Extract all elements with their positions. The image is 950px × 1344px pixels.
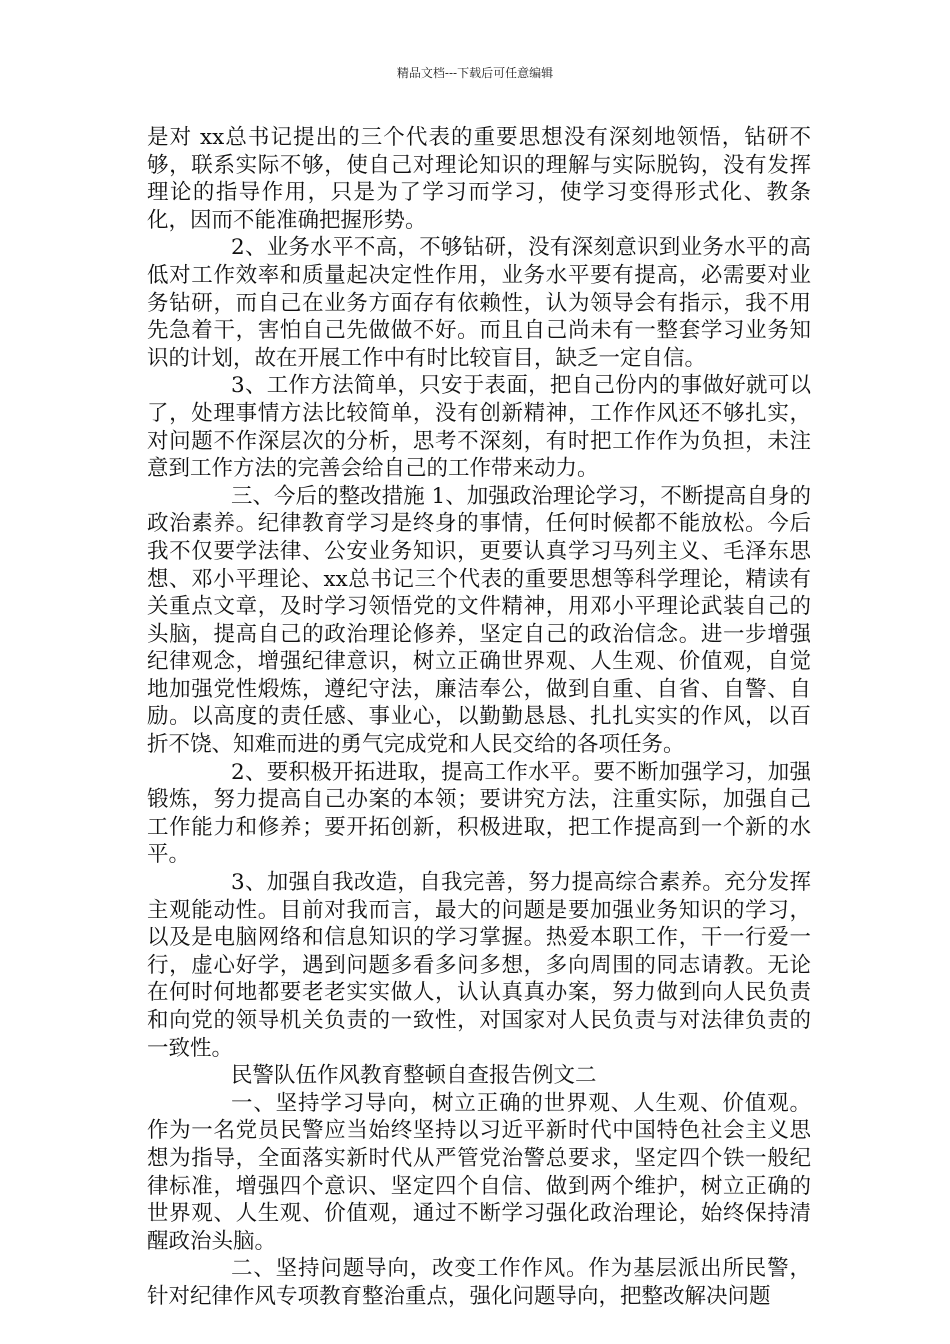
paragraph-5: 2、要积极开拓进取，提高工作水平。要不断加强学习，加强锻炼，努力提高自己办案的本领；要讲究方法，注重实际，加强自己工作能力和修养；要开拓创新，积极进取，把工作提高到一个新的水平。 bbox=[147, 759, 811, 868]
paragraph-7: 一、坚持学习导向，树立正确的世界观、人生观、价值观。作为一名党员民警应当始终坚持以习近平新时代中国特色社会主义思想为指导，全面落实新时代从严管党治警总要求，坚定四个铁一般纪律标准，增强四个意识、坚定四个自信、做到两个维护，树立正确的世界观、人生观、价值观，通过不断学习强化政治理论，始终保持清醒政治头脑。 bbox=[147, 1090, 811, 1254]
document-body bbox=[147, 124, 811, 1311]
paragraph-6: 3、加强自我改造，自我完善，努力提高综合素养。充分发挥主观能动性。目前对我而言，最大的问题是要加强业务知识的学习，以及是电脑网络和信息知识的学习掌握。热爱本职工作，干一行爱一行，虚心好学，遇到问题多看多问多想，多向周围的同志请教。无论在何时何地都要老老实实做人，认认真真办案，努力做到向人民负责和向党的领导机关负责的一致性，对国家对人民负责与对法律负责的一致性。 bbox=[147, 870, 811, 1061]
section-heading: 民警队伍作风教育整顿自查报告例文二 bbox=[231, 1063, 597, 1089]
paragraph-4: 三、今后的整改措施 1、加强政治理论学习，不断提高自身的政治素养。纪律教育学习是终身的事情，任何时候都不能放松。今后我不仅要学法律、公安业务知识，更要认真学习马列主义、毛泽东思想、邓小平理论、xx总书记三个代表的重要思想等科学理论，精读有关重点文章，及时学习领悟党的文件精神，用邓小平理论武装自己的头脑，提高自己的政治理论修养，坚定自己的政治信念。进一步增强纪律观念，增强纪律意识，树立正确世界观、人生观、价值观，自觉地加强党性煅炼，遵纪守法，廉洁奉公，做到自重、自省、自警、自励。以高度的责任感、事业心，以勤勤恳恳、扎扎实实的作风，以百折不饶、知难而进的勇气完成党和人民交给的各项任务。 bbox=[147, 483, 811, 758]
paragraph-8: 二、坚持问题导向，改变工作作风。作为基层派出所民警，针对纪律作风专项教育整治重点，强化问题导向，把整改解决问题 bbox=[147, 1256, 811, 1309]
paragraph-2: 2、业务水平不高，不够钻研，没有深刻意识到业务水平的高低对工作效率和质量起决定性作用，业务水平要有提高，必需要对业务钻研，而自己在业务方面存有依赖性，认为领导会有指示，我不用先急着干，害怕自己先做做不好。而且自己尚未有一整套学习业务知识的计划，故在开展工作中有时比较盲目，缺乏一定自信。 bbox=[147, 235, 811, 371]
paragraph-3: 3、工作方法简单，只安于表面，把自己份内的事做好就可以了，处理事情方法比较简单，没有创新精神，工作作风还不够扎实，对问题不作深层次的分析，思考不深刻，有时把工作作为负担，未注意到工作方法的完善会给自己的工作带来动力。 bbox=[147, 373, 811, 482]
paragraph-1: 是对 xx总书记提出的三个代表的重要思想没有深刻地领悟，钻研不够，联系实际不够，使自己对理论知识的理解与实际脱钩，没有发挥理论的指导作用，只是为了学习而学习，使学习变得形式化、教条化，因而不能准确把握形势。 bbox=[147, 125, 811, 233]
page-header: 精品文档---下载后可任意编辑 bbox=[396, 66, 554, 80]
